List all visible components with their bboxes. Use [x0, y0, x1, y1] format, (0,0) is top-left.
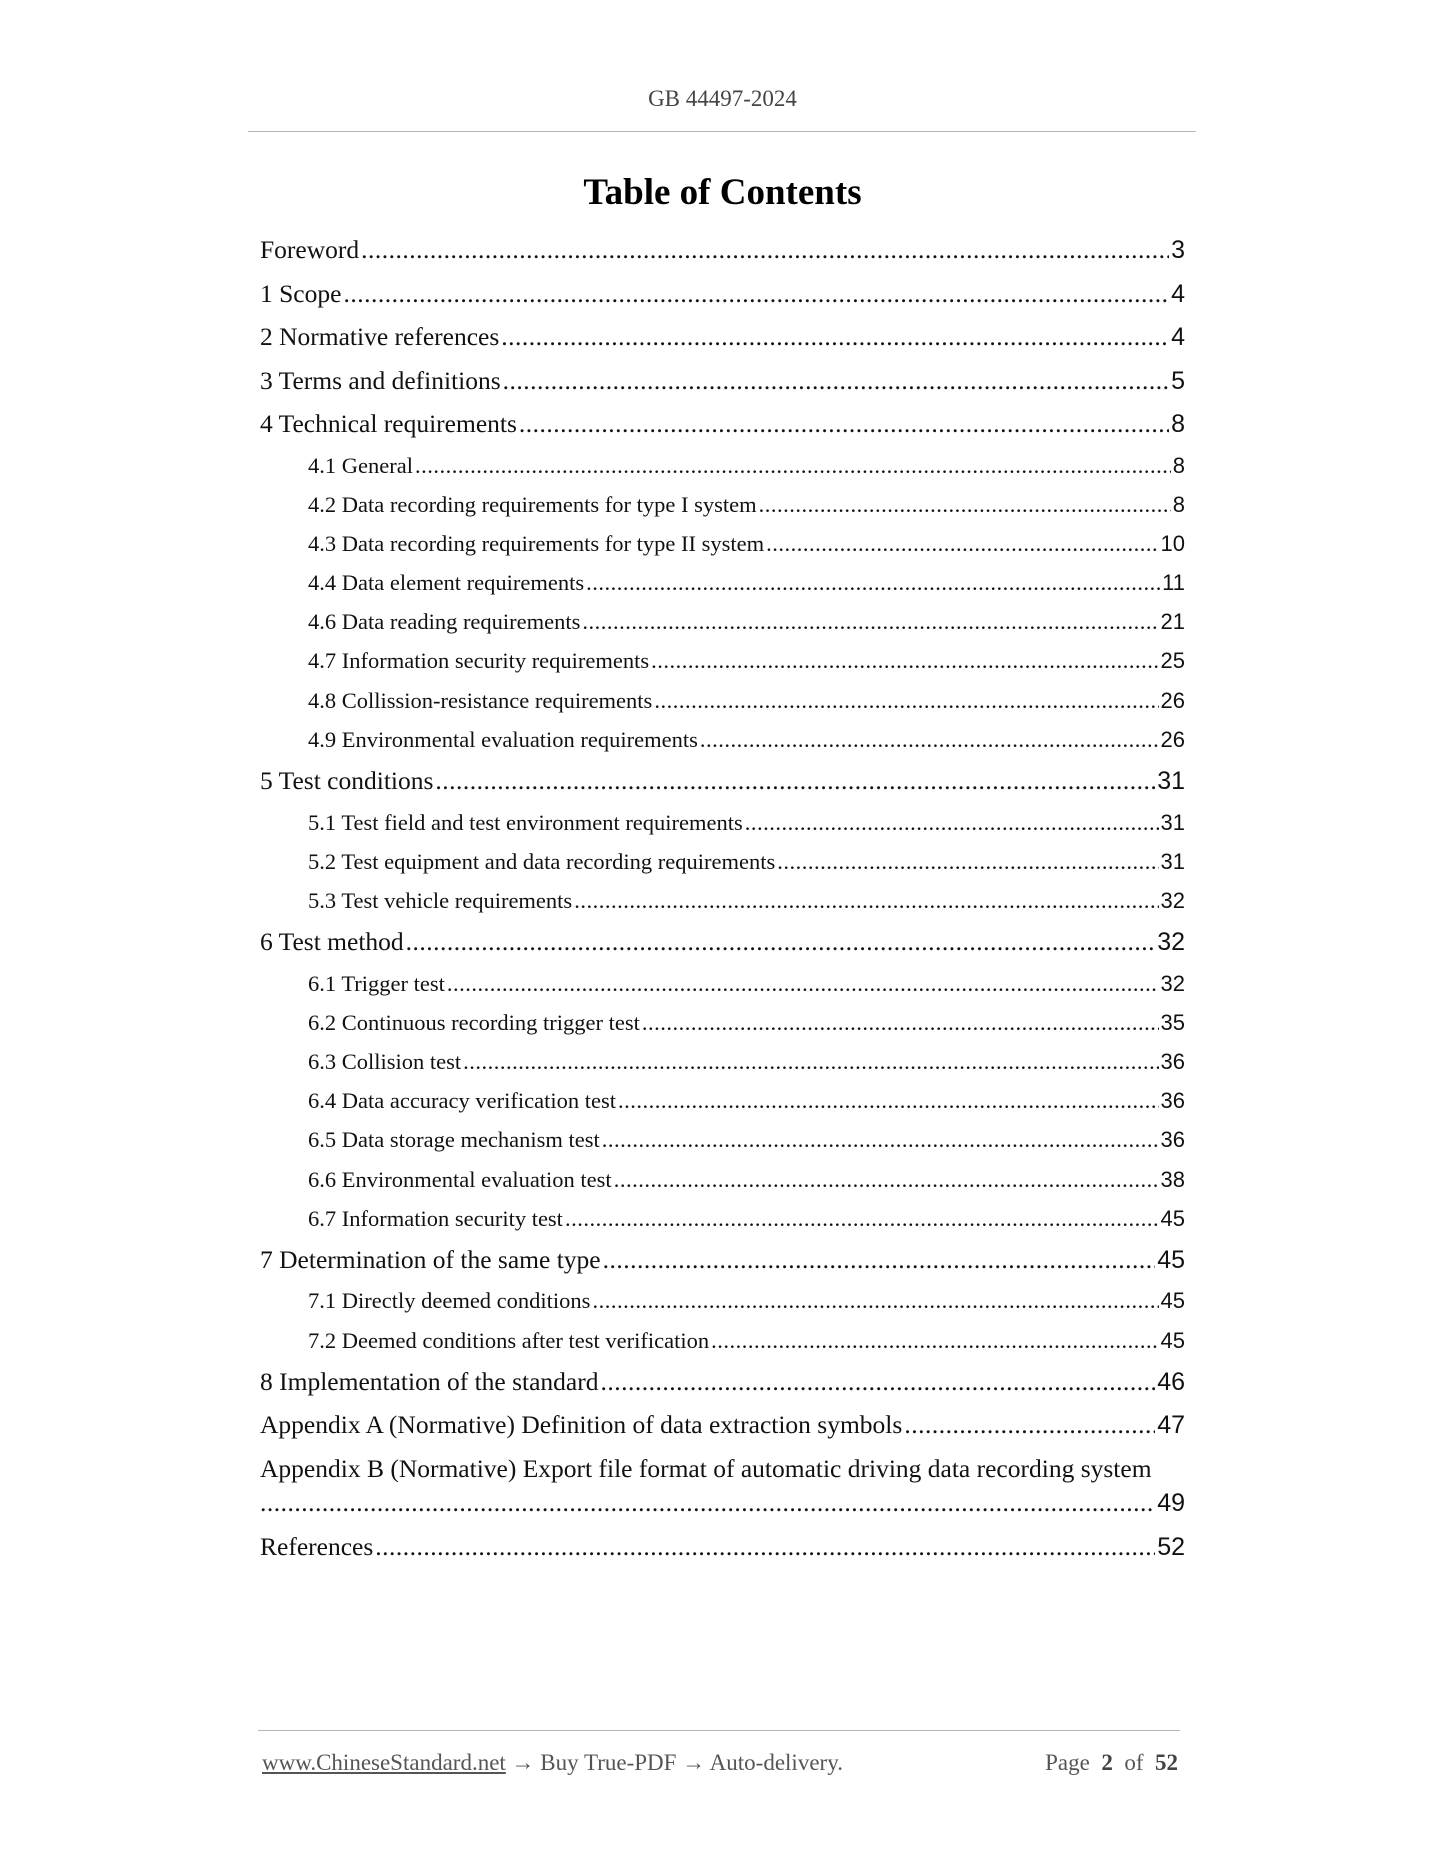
toc-entry-label: 2 Normative references [260, 322, 500, 351]
toc-entry[interactable] [260, 409, 1185, 453]
toc-entry-label: 7.1 Directly deemed conditions [308, 1288, 591, 1314]
dot-leader [745, 810, 1159, 836]
toc-title: Table of Contents [583, 172, 862, 213]
current-page: 2 [1101, 1750, 1113, 1775]
buy-true-pdf-text: Buy True-PDF [540, 1750, 677, 1775]
dot-leader [592, 1288, 1158, 1314]
toc-entry[interactable] [260, 366, 1185, 410]
toc-entry-page: 52 [1157, 1532, 1185, 1561]
toc-entry-label: 6.3 Collision test [308, 1048, 462, 1074]
toc-entry-page: 25 [1160, 648, 1185, 674]
dot-leader [777, 849, 1158, 875]
toc-entry-label: Appendix B (Normative) Export file format of automatic driving data recording system [260, 1453, 1152, 1483]
toc-entry[interactable] [260, 322, 1185, 366]
dot-leader [415, 453, 1171, 479]
toc-entry[interactable] [260, 1328, 1185, 1367]
toc-entry[interactable] [260, 1167, 1185, 1206]
toc-entry[interactable] [260, 1088, 1185, 1127]
toc-entry-page: 8 [1171, 410, 1185, 438]
toc-entry[interactable] [260, 570, 1185, 609]
document-code-header: GB 44497-2024 [648, 86, 797, 111]
toc-entry-label: 3 Terms and definitions [260, 365, 501, 395]
toc-entry-page: 47 [1157, 1411, 1185, 1440]
toc-entry[interactable] [260, 235, 1185, 279]
toc-entry-page: 45 [1160, 1205, 1185, 1231]
toc-entry-label: 5 Test conditions [260, 766, 434, 795]
toc-entry[interactable] [260, 1049, 1185, 1088]
toc-entry[interactable] [260, 1410, 1185, 1454]
dot-leader [904, 1410, 1155, 1440]
dot-leader [700, 727, 1159, 753]
toc-entry-page: 4 [1171, 323, 1185, 351]
dot-leader [574, 888, 1158, 914]
toc-entry[interactable] [260, 609, 1185, 648]
footer-divider [258, 1730, 1180, 1731]
toc-entry-page: 35 [1160, 1009, 1185, 1035]
dot-leader [503, 366, 1169, 396]
toc-entry-page: 45 [1160, 1327, 1185, 1353]
toc-entry-label: 4.4 Data element requirements [308, 570, 585, 596]
dot-leader [501, 322, 1169, 352]
dot-leader [601, 1367, 1156, 1397]
dot-leader [642, 1010, 1159, 1036]
auto-delivery-text: Auto-delivery. [709, 1750, 843, 1775]
footer-promo [262, 1750, 843, 1776]
toc-entry-page: 5 [1171, 366, 1185, 395]
page-number: Page 2 of 52 [1045, 1750, 1178, 1775]
toc-entry[interactable] [260, 531, 1185, 570]
toc-entry-label: Foreword [260, 235, 360, 264]
toc-entry[interactable] [260, 927, 1185, 971]
toc-entry-page: 38 [1160, 1166, 1185, 1192]
page-footer [262, 1750, 1178, 1776]
total-pages: 52 [1155, 1750, 1178, 1775]
toc-entry[interactable] [260, 971, 1185, 1010]
dot-leader [654, 688, 1158, 714]
toc-entry-label: 5.1 Test field and test environment requirements [308, 809, 743, 835]
toc-entry[interactable] [260, 888, 1185, 927]
toc-entry[interactable] [260, 1010, 1185, 1049]
toc-entry-label: 6.4 Data accuracy verification test [308, 1088, 616, 1114]
toc-entry-page: 3 [1171, 236, 1185, 264]
toc-entry[interactable] [260, 1532, 1185, 1576]
dot-leader [618, 1088, 1159, 1114]
toc-entry-label: 4.9 Environmental evaluation requirements [308, 726, 698, 752]
dot-leader [582, 609, 1158, 635]
toc-entry-label: 6.5 Data storage mechanism test [308, 1127, 600, 1153]
chinese-standard-link[interactable]: www.ChineseStandard.net [262, 1750, 506, 1775]
toc-entry-label: 7 Determination of the same type [260, 1244, 601, 1274]
toc-entry-page: 46 [1157, 1367, 1185, 1396]
dot-leader [603, 1245, 1156, 1275]
dot-leader [759, 492, 1171, 518]
toc-entry-page: 10 [1160, 530, 1185, 556]
table-of-contents [260, 235, 1185, 1575]
toc-entry-page: 11 [1162, 570, 1185, 596]
toc-entry-label: 5.2 Test equipment and data recording requirements [308, 848, 776, 874]
toc-entry-label: 4.3 Data recording requirements for type II system [308, 530, 765, 556]
toc-entry-label: 6.1 Trigger test [308, 970, 445, 996]
toc-entry-label: 5.3 Test vehicle requirements [308, 887, 573, 913]
toc-entry-label: Appendix A (Normative) Definition of data extraction symbols [260, 1410, 903, 1440]
toc-entry-page: 31 [1157, 767, 1185, 795]
toc-entry[interactable] [260, 688, 1185, 727]
toc-entry-page: 31 [1160, 809, 1185, 835]
toc-entry[interactable] [260, 1206, 1185, 1245]
toc-entry[interactable] [260, 1127, 1185, 1166]
toc-entry-page: 26 [1160, 687, 1185, 713]
toc-entry-page: 32 [1160, 970, 1185, 996]
toc-entry-label: 4.2 Data recording requirements for type I system [308, 491, 757, 517]
dot-leader [260, 1488, 1155, 1518]
dot-leader [651, 648, 1158, 674]
toc-entry-page: 36 [1160, 1127, 1185, 1153]
dot-leader [614, 1167, 1159, 1193]
toc-entry-page: 32 [1157, 928, 1185, 957]
arrow-icon: → [511, 1750, 535, 1775]
dot-leader [343, 279, 1169, 309]
toc-entry-page: 26 [1160, 726, 1185, 752]
toc-entry[interactable] [260, 1367, 1185, 1411]
toc-entry-label: 4.1 General [308, 452, 413, 478]
dot-leader [766, 531, 1158, 557]
toc-entry-page: 45 [1160, 1288, 1185, 1314]
toc-entry[interactable] [260, 849, 1185, 888]
dot-leader [565, 1206, 1159, 1232]
dot-leader [435, 766, 1155, 796]
toc-entry-continuation[interactable] [260, 1488, 1185, 1532]
dot-leader [361, 235, 1169, 265]
toc-entry-label: 6 Test method [260, 927, 404, 957]
toc-entry-label: 4.6 Data reading requirements [308, 609, 581, 635]
toc-entry-label: 4.7 Information security requirements [308, 648, 650, 674]
toc-entry-label: References [260, 1531, 374, 1561]
toc-entry-page: 31 [1160, 848, 1185, 874]
dot-leader [602, 1127, 1159, 1153]
toc-entry[interactable] [260, 492, 1185, 531]
toc-entry[interactable] [260, 810, 1185, 849]
toc-entry-page: 21 [1160, 609, 1185, 635]
toc-entry[interactable] [260, 648, 1185, 687]
dot-leader [711, 1328, 1158, 1354]
dot-leader [447, 971, 1159, 997]
toc-entry-label: 6.7 Information security test [308, 1205, 563, 1231]
toc-entry-label: 4 Technical requirements [260, 409, 517, 438]
dot-leader [519, 409, 1169, 439]
toc-entry[interactable] [260, 1288, 1185, 1327]
toc-entry[interactable] [260, 279, 1185, 323]
toc-entry-page: 36 [1160, 1088, 1185, 1114]
toc-entry-page: 36 [1160, 1048, 1185, 1074]
toc-entry-page: 8 [1172, 452, 1185, 478]
toc-entry-label: 4.8 Collission-resistance requirements [308, 687, 653, 713]
arrow-icon: → [682, 1750, 706, 1775]
toc-entry-label: 6.2 Continuous recording trigger test [308, 1009, 640, 1035]
toc-entry-page: 4 [1171, 279, 1185, 308]
toc-entry[interactable] [260, 766, 1185, 810]
toc-entry-page: 49 [1157, 1488, 1185, 1517]
toc-entry-label: 6.6 Environmental evaluation test [308, 1166, 612, 1192]
dot-leader [406, 927, 1156, 957]
toc-entry[interactable] [260, 453, 1185, 492]
dot-leader [375, 1532, 1155, 1562]
toc-entry-label: 7.2 Deemed conditions after test verification [308, 1327, 710, 1353]
header-divider [248, 131, 1196, 132]
toc-entry-label: 8 Implementation of the standard [260, 1366, 599, 1396]
dot-leader [586, 570, 1160, 596]
toc-entry[interactable] [260, 727, 1185, 766]
toc-entry-page: 32 [1160, 887, 1185, 913]
toc-entry-page: 8 [1172, 491, 1185, 517]
toc-entry-label: 1 Scope [260, 278, 342, 308]
toc-entry-page: 45 [1157, 1245, 1185, 1274]
toc-entry[interactable] [260, 1454, 1185, 1488]
dot-leader [463, 1049, 1158, 1075]
toc-entry[interactable] [260, 1245, 1185, 1289]
